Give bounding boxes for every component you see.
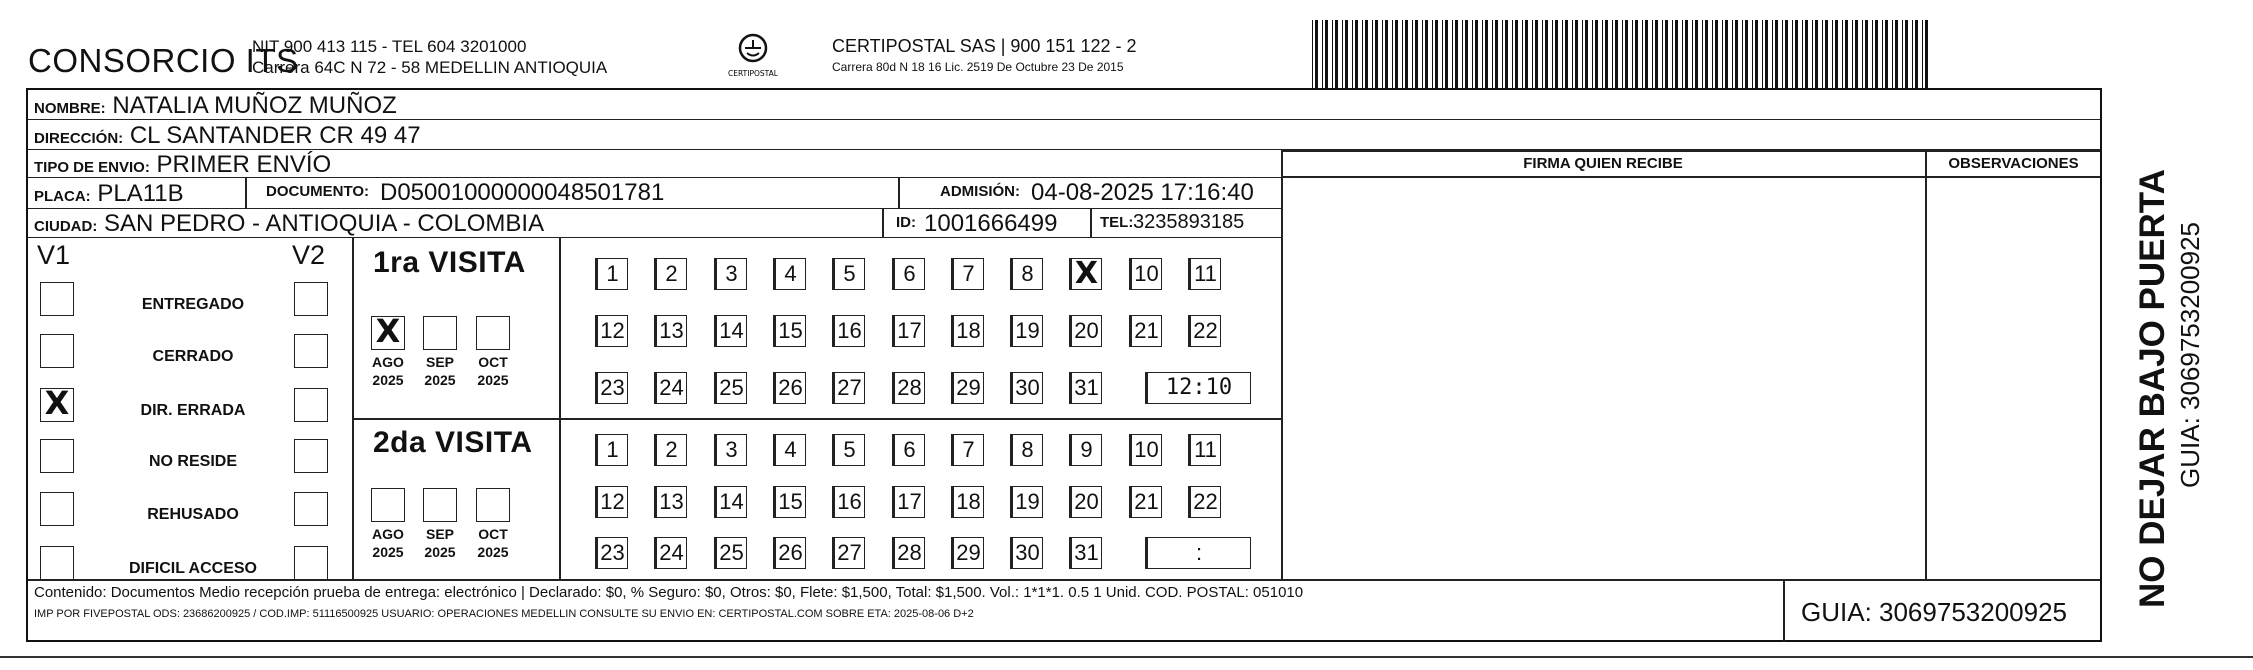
divider: [898, 178, 900, 209]
visit2-day-box[interactable]: 27: [832, 537, 865, 569]
placa-label: PLACA:: [34, 188, 91, 205]
divider: [1281, 176, 2100, 178]
visit1-month-label: SEP: [425, 354, 454, 370]
visit2-day-box[interactable]: 19: [1010, 486, 1043, 518]
tipo-row: [28, 150, 1281, 178]
divider: [882, 209, 884, 238]
visit1-day-box[interactable]: 7: [951, 258, 984, 290]
company-name: CONSORCIO ITS: [28, 42, 299, 79]
v2-checkbox[interactable]: [294, 439, 328, 473]
nit-line: NIT 900 413 115 - TEL 604 3201000: [252, 37, 527, 56]
v1-checkbox[interactable]: [40, 334, 74, 368]
divider: [1090, 209, 1092, 238]
footer-imp: IMP POR FIVEPOSTAL ODS: 23686200925 / COD.IMP: 51116500925 USUARIO: OPERACIONES MEDELLIN CONSULTE SU ENVIO EN: CERTIPOSTAL.COM SOBRE ETA: 2025-08-06 D+2: [34, 608, 974, 620]
logo-text: CERTIPOSTAL: [728, 69, 778, 78]
visit2-day-box[interactable]: 30: [1010, 537, 1043, 569]
visit2-month-checkbox[interactable]: [476, 488, 510, 522]
divider: [352, 238, 354, 579]
visit1-month-check-mark: X: [375, 312, 401, 350]
visit2-day-box[interactable]: 26: [773, 537, 806, 569]
visit2-day-box[interactable]: 6: [892, 434, 925, 466]
visit1-month-checkbox[interactable]: [476, 316, 510, 350]
visit1-day-box[interactable]: 25: [714, 372, 747, 404]
nombre-row: [28, 90, 2100, 120]
visit2-day-box[interactable]: 29: [951, 537, 984, 569]
visit1-day-box[interactable]: 14: [714, 315, 747, 347]
visit1-month-label: OCT: [478, 354, 508, 370]
visit1-year-label: 2025: [477, 372, 509, 388]
visit1-time[interactable]: 12:10: [1145, 372, 1251, 404]
tel-label: TEL:: [1100, 214, 1134, 231]
visit2-day-box[interactable]: 1: [595, 434, 628, 466]
direccion-row: [28, 120, 2100, 150]
id-value: 1001666499: [924, 210, 1058, 237]
admision-value: 04-08-2025 17:16:40: [1031, 179, 1254, 206]
visit2-day-box[interactable]: 3: [714, 434, 747, 466]
v1-checkbox[interactable]: [40, 282, 74, 316]
v2-checkbox[interactable]: [294, 546, 328, 580]
observaciones-header: OBSERVACIONES: [1948, 155, 2079, 172]
visit1-day-box[interactable]: 10: [1129, 258, 1162, 290]
visit2-month-checkbox[interactable]: [371, 488, 405, 522]
divider: [559, 238, 561, 579]
visit1-day-box[interactable]: 19: [1010, 315, 1043, 347]
visit1-day-box[interactable]: 30: [1010, 372, 1043, 404]
visit1-day-box[interactable]: 20: [1069, 315, 1102, 347]
visit2-day-box[interactable]: 11: [1188, 434, 1221, 466]
v1-checkbox[interactable]: [40, 546, 74, 580]
v2-header: V2: [292, 240, 326, 270]
v1-check-mark: X: [44, 384, 70, 422]
v1-checkbox[interactable]: [40, 439, 74, 473]
visit1-year-label: 2025: [424, 372, 456, 388]
status-label: DIFICIL ACCESO: [128, 560, 257, 577]
observaciones-area[interactable]: [1928, 179, 2098, 577]
status-label: DIR. ERRADA: [140, 402, 246, 419]
footer-content: Contenido: Documentos Medio recepción prueba de entrega: electrónico | Declarado: $0, % Seguro: $0, Otros: $0, Flete: $1,500, Total: $1,500. Vol.: 1*1*1. 0.5 1 Unid. COD. POSTAL: 051010: [34, 584, 1304, 601]
visit2-day-box[interactable]: 15: [773, 486, 806, 518]
visit2-time[interactable]: :: [1145, 537, 1251, 569]
divider: [1281, 150, 1283, 579]
cut-line: [0, 656, 2253, 658]
divider: [245, 178, 247, 209]
direccion-label: DIRECCIÓN:: [34, 130, 124, 147]
visit1-day-box[interactable]: 1: [595, 258, 628, 290]
barcode: [1312, 20, 1936, 88]
status-label: REHUSADO: [147, 506, 239, 523]
side-text: [2102, 96, 2232, 626]
visit2-day-box[interactable]: 16: [832, 486, 865, 518]
visit2-day-box[interactable]: 23: [595, 537, 628, 569]
tipo-label: TIPO DE ENVIO:: [34, 159, 150, 176]
ciudad-row: [28, 209, 1281, 238]
visit1-day-box[interactable]: 2: [654, 258, 687, 290]
visit2-day-box[interactable]: 14: [714, 486, 747, 518]
visit1-day-box[interactable]: 17: [892, 315, 925, 347]
visit2-day-box[interactable]: 2: [654, 434, 687, 466]
no-dejar-warning: NO DEJAR BAJO PUERTA: [2133, 169, 2172, 608]
ciudad-label: CIUDAD:: [34, 218, 98, 235]
visit2-day-box[interactable]: 25: [714, 537, 747, 569]
visit1-day-box[interactable]: 28: [892, 372, 925, 404]
visit2-day-box[interactable]: 7: [951, 434, 984, 466]
nombre-value: NATALIA MUÑOZ MUÑOZ: [112, 92, 397, 119]
visit2-year-label: 2025: [372, 544, 404, 560]
visit2-month-label: SEP: [425, 526, 454, 542]
address-line: Carrera 64C N 72 - 58 MEDELLIN ANTIOQUIA: [252, 58, 608, 77]
visit2-year-label: 2025: [477, 544, 509, 560]
ciudad-value: SAN PEDRO - ANTIOQUIA - COLOMBIA: [104, 210, 545, 237]
divider: [1925, 150, 1927, 579]
divider: [352, 418, 1281, 420]
v1-checkbox[interactable]: [40, 492, 74, 526]
visit2-day-box[interactable]: 31: [1069, 537, 1102, 569]
visit1-day-box[interactable]: 11: [1188, 258, 1221, 290]
documento-value: D05001000000048501781: [380, 179, 665, 206]
visit1-month-label: AGO: [372, 354, 404, 370]
visit1-day-box[interactable]: 6: [892, 258, 925, 290]
visit2-day-box[interactable]: 9: [1069, 434, 1102, 466]
visit1-day-box[interactable]: 5: [832, 258, 865, 290]
visit2-day-box[interactable]: 28: [892, 537, 925, 569]
visit1-day-box[interactable]: 29: [951, 372, 984, 404]
visit2-day-box[interactable]: 12: [595, 486, 628, 518]
visit1-day-box[interactable]: 8: [1010, 258, 1043, 290]
visit2-day-box[interactable]: 10: [1129, 434, 1162, 466]
visit1-day-box[interactable]: 24: [654, 372, 687, 404]
tipo-value: PRIMER ENVÍO: [156, 151, 332, 178]
visit1-day-box[interactable]: 12: [595, 315, 628, 347]
visit1-day-box[interactable]: 26: [773, 372, 806, 404]
visit2-month-label: AGO: [372, 526, 404, 542]
shipping-form: [26, 88, 2102, 642]
v2-checkbox[interactable]: [294, 388, 328, 422]
certipostal-logo-icon: [728, 28, 778, 86]
visit2-day-box[interactable]: 22: [1188, 486, 1221, 518]
visit2-title: 2da VISITA: [373, 426, 533, 459]
visit2-year-label: 2025: [424, 544, 456, 560]
status-label: ENTREGADO: [141, 296, 245, 313]
visit1-day-box[interactable]: 22: [1188, 315, 1221, 347]
documento-label: DOCUMENTO:: [266, 183, 370, 200]
visit1-day-box[interactable]: 18: [951, 315, 984, 347]
visit2-day-box[interactable]: 18: [951, 486, 984, 518]
nombre-label: NOMBRE:: [34, 100, 106, 117]
visit1-day-box[interactable]: 3: [714, 258, 747, 290]
visit1-day-box[interactable]: 31: [1069, 372, 1102, 404]
firma-header: FIRMA QUIEN RECIBE: [1523, 155, 1683, 172]
visit1-day-box[interactable]: 16: [832, 315, 865, 347]
visit1-day-box[interactable]: 4: [773, 258, 806, 290]
divider: [1783, 579, 1785, 642]
guia-footer: GUIA: 3069753200925: [1801, 597, 2067, 627]
visit2-day-box[interactable]: 24: [654, 537, 687, 569]
signature-area[interactable]: [1284, 179, 1922, 577]
company-info: [252, 36, 607, 78]
visit1-day-box-marked[interactable]: X: [1069, 258, 1102, 290]
side-guia: GUIA: 3069753200925: [2175, 222, 2205, 488]
divider: [28, 579, 2100, 581]
visit2-day-box[interactable]: 5: [832, 434, 865, 466]
placa-row: [28, 178, 1281, 209]
placa-value: PLA11B: [97, 180, 184, 207]
visit2-day-box[interactable]: 8: [1010, 434, 1043, 466]
visit2-day-box[interactable]: 13: [654, 486, 687, 518]
certipostal-line: CERTIPOSTAL SAS | 900 151 122 - 2: [832, 36, 1137, 56]
v1-header: V1: [37, 240, 71, 270]
license-line: Carrera 80d N 18 16 Lic. 2519 De Octubre 23 De 2015: [832, 60, 1124, 74]
visit2-day-box[interactable]: 17: [892, 486, 925, 518]
tel-value: 3235893185: [1133, 211, 1245, 233]
admision-label: ADMISIÓN:: [940, 183, 1020, 200]
direccion-value: CL SANTANDER CR 49 47: [129, 122, 421, 149]
visit1-title: 1ra VISITA: [373, 246, 526, 279]
status-label: NO RESIDE: [148, 453, 237, 470]
visit1-month-checkbox[interactable]: [423, 316, 457, 350]
divider: [1281, 150, 2100, 152]
visit2-month-checkbox[interactable]: [423, 488, 457, 522]
id-label: ID:: [896, 214, 916, 231]
visit1-day-box[interactable]: 13: [654, 315, 687, 347]
visit1-day-box[interactable]: 27: [832, 372, 865, 404]
visit2-day-box[interactable]: 20: [1069, 486, 1102, 518]
visit2-day-box[interactable]: 4: [773, 434, 806, 466]
visit1-day-box[interactable]: 23: [595, 372, 628, 404]
status-label: CERRADO: [152, 348, 234, 365]
visit1-day-box[interactable]: 15: [773, 315, 806, 347]
v2-checkbox[interactable]: [294, 492, 328, 526]
certipostal-info: [832, 36, 1137, 78]
v2-checkbox[interactable]: [294, 334, 328, 368]
visit1-year-label: 2025: [372, 372, 404, 388]
visit2-day-box[interactable]: 21: [1129, 486, 1162, 518]
v2-checkbox[interactable]: [294, 282, 328, 316]
visit2-month-label: OCT: [478, 526, 508, 542]
visit1-day-box[interactable]: 21: [1129, 315, 1162, 347]
